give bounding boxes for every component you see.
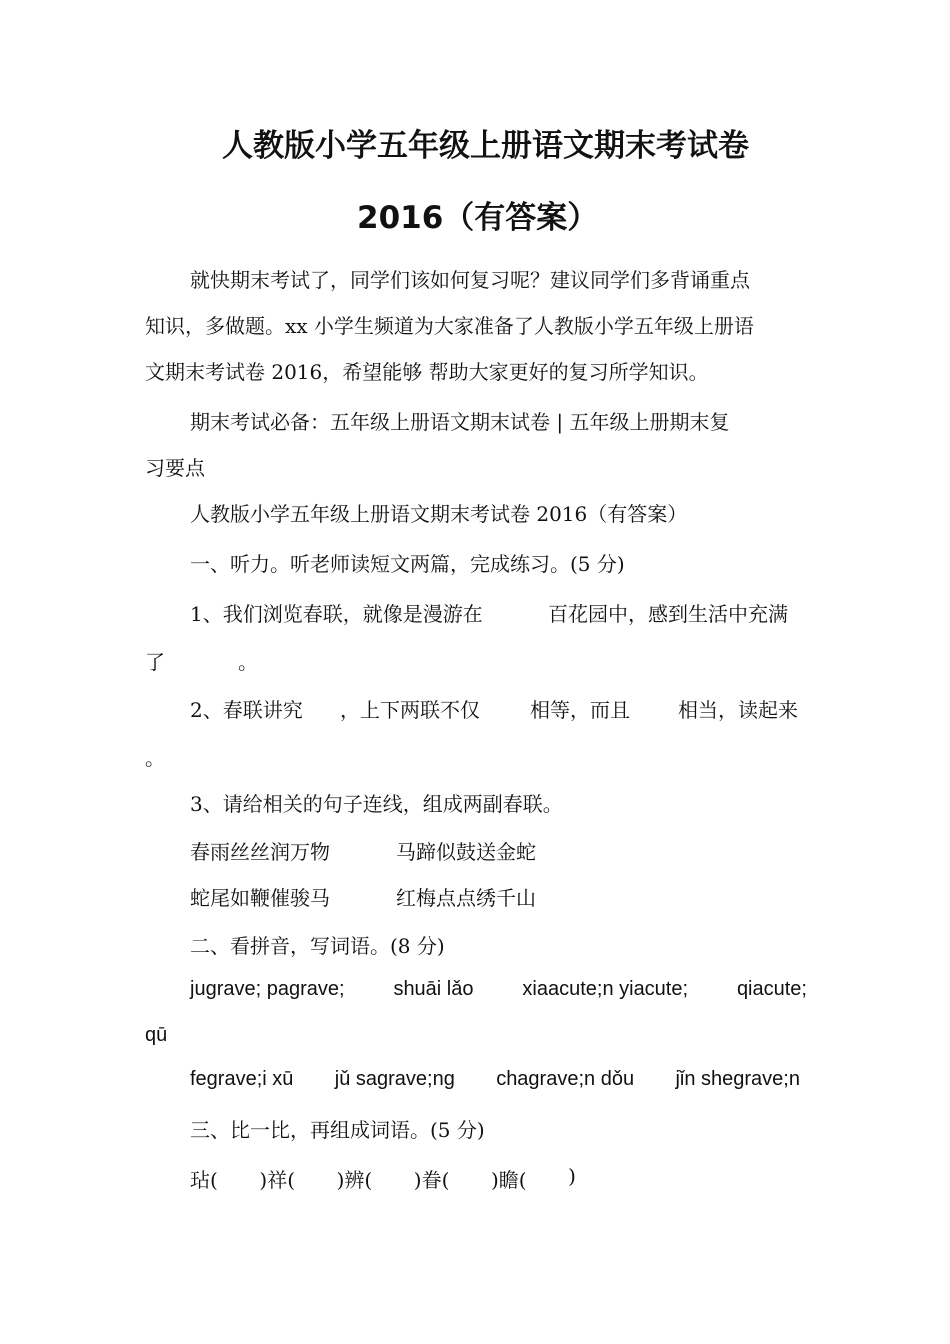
intro-line-3: 文期末考试卷 2016，希望能够 帮助大家更好的复习所学知识。 bbox=[145, 360, 709, 384]
compare-item: )祥( bbox=[259, 1168, 295, 1192]
compare-item: ) bbox=[568, 1164, 576, 1188]
compare-item: 玷( bbox=[190, 1168, 218, 1192]
section3-title: 三、比一比，再组成词语。(5 分) bbox=[190, 1118, 485, 1142]
pinyin-row-1 bbox=[190, 978, 807, 1001]
couplet-right-2: 红梅点点绣千山 bbox=[396, 886, 536, 910]
question-2-part-e: 。 bbox=[145, 746, 165, 770]
question-1-part-b: 百花园中，感到生活中充满 bbox=[548, 602, 788, 626]
pinyin-item: shuāi lǎo bbox=[393, 978, 474, 1000]
question-1-part-d: 。 bbox=[238, 650, 258, 674]
page-title-line1: 人教版小学五年级上册语文期末考试卷 bbox=[222, 128, 749, 164]
question-2-part-b: ，上下两联不仅 bbox=[340, 698, 480, 722]
page-title-line2: 2016（有答案） bbox=[357, 200, 599, 236]
pinyin-item: jugrave; pagrave; bbox=[190, 978, 345, 1000]
couplet-right-1: 马蹄似鼓送金蛇 bbox=[396, 840, 536, 864]
intro-line-1: 就快期末考试了，同学们该如何复习呢？建议同学们多背诵重点 bbox=[190, 268, 750, 292]
compare-row bbox=[190, 1164, 576, 1193]
question-3: 3、请给相关的句子连线，组成两副春联。 bbox=[190, 792, 563, 816]
pinyin-item: xiaacute;n yiacute; bbox=[522, 978, 689, 1000]
question-2-part-a: 2、春联讲究 bbox=[190, 698, 303, 722]
compare-item: )眷( bbox=[413, 1168, 450, 1192]
question-1-part-c: 了 bbox=[145, 650, 165, 674]
pinyin-item: jǐn shegrave;n bbox=[675, 1068, 800, 1090]
couplet-left-1: 春雨丝丝润万物 bbox=[190, 840, 330, 864]
pinyin-item: fegrave;i xū bbox=[190, 1068, 294, 1090]
couplet-left-2: 蛇尾如鞭催骏马 bbox=[190, 886, 330, 910]
section1-title: 一、听力。听老师读短文两篇，完成练习。(5 分) bbox=[190, 552, 625, 576]
question-2-part-c: 相等，而且 bbox=[530, 698, 630, 722]
pinyin-row-2 bbox=[190, 1068, 800, 1091]
pinyin-item: qiacute; bbox=[736, 978, 807, 1000]
pinyin-item: chagrave;n dǒu bbox=[496, 1068, 635, 1090]
pinyin-row-1-wrap: qū bbox=[145, 1024, 168, 1046]
prep-line-1: 期末考试必备：五年级上册语文期末试卷 | 五年级上册期末复 bbox=[190, 410, 730, 434]
compare-item: )瞻( bbox=[490, 1168, 527, 1192]
question-1-part-a: 1、我们浏览春联，就像是漫游在 bbox=[190, 602, 483, 626]
section2-title: 二、看拼音，写词语。(8 分) bbox=[190, 934, 445, 958]
prep-line-2: 习要点 bbox=[145, 456, 205, 480]
compare-item: )辨( bbox=[336, 1168, 373, 1192]
question-2-part-d: 相当，读起来 bbox=[678, 698, 798, 722]
exam-heading: 人教版小学五年级上册语文期末考试卷 2016（有答案） bbox=[190, 502, 688, 526]
pinyin-item: jǔ sagrave;ng bbox=[334, 1068, 455, 1090]
intro-line-2: 知识，多做题。xx 小学生频道为大家准备了人教版小学五年级上册语 bbox=[145, 314, 754, 338]
